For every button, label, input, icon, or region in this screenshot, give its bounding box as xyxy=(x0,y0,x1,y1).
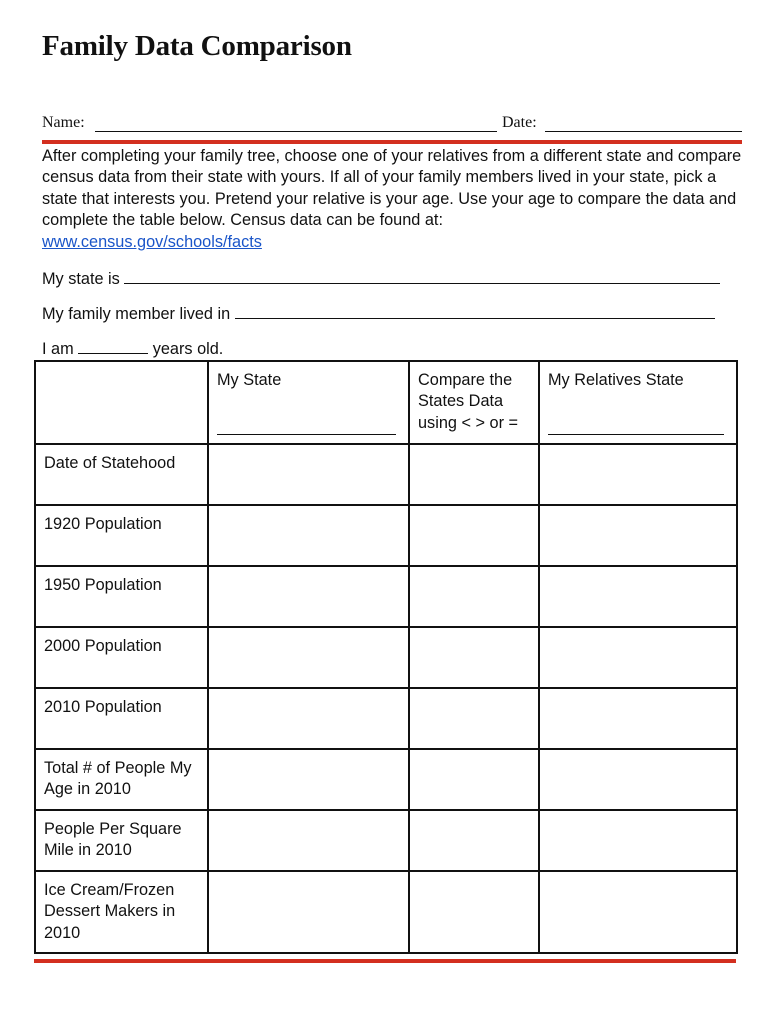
my-state-name-field[interactable] xyxy=(217,420,396,435)
compare-cell[interactable] xyxy=(409,688,539,749)
compare-cell[interactable] xyxy=(409,505,539,566)
row-label: Ice Cream/Frozen Dessert Makers in 2010 xyxy=(35,871,208,953)
instructions-text: After completing your family tree, choose one of your relatives from a different state and compare census data from their state with yours. If all of your family members lived in your state, pick a state that interests you. Pretend your relative is your age. Use your age to compare the data and complete the table below. Census data can be found at: xyxy=(42,147,742,230)
row-label: Total # of People My Age in 2010 xyxy=(35,749,208,810)
relatives-state-cell[interactable] xyxy=(539,566,737,627)
name-label: Name: xyxy=(42,114,85,131)
header-relatives-state xyxy=(539,361,737,444)
age-prefix: I am xyxy=(42,340,74,358)
name-date-row xyxy=(42,114,742,136)
my-state-label: My state is xyxy=(42,270,120,288)
table-row xyxy=(35,871,737,953)
table-row xyxy=(35,566,737,627)
relatives-state-cell[interactable] xyxy=(539,444,737,505)
name-field[interactable] xyxy=(95,131,497,132)
compare-cell[interactable] xyxy=(409,444,539,505)
page-title: Family Data Comparison xyxy=(42,30,352,62)
my-state-cell[interactable] xyxy=(208,810,409,871)
compare-cell[interactable] xyxy=(409,810,539,871)
compare-cell[interactable] xyxy=(409,749,539,810)
relatives-state-cell[interactable] xyxy=(539,688,737,749)
header-compare: Compare the States Data using < > or = xyxy=(409,361,539,444)
header-corner-cell xyxy=(35,361,208,444)
table-row xyxy=(35,688,737,749)
top-red-rule xyxy=(42,140,742,144)
relatives-state-cell[interactable] xyxy=(539,749,737,810)
compare-cell[interactable] xyxy=(409,627,539,688)
table-row xyxy=(35,810,737,871)
my-state-cell[interactable] xyxy=(208,505,409,566)
table-row xyxy=(35,749,737,810)
row-label: 1950 Population xyxy=(35,566,208,627)
my-state-cell[interactable] xyxy=(208,871,409,953)
comparison-table xyxy=(34,360,738,954)
my-state-field[interactable] xyxy=(124,267,720,284)
compare-cell[interactable] xyxy=(409,871,539,953)
date-field[interactable] xyxy=(545,131,742,132)
table-row xyxy=(35,627,737,688)
age-field[interactable] xyxy=(78,337,148,354)
relatives-state-cell[interactable] xyxy=(539,810,737,871)
age-suffix: years old. xyxy=(152,340,224,358)
table-row xyxy=(35,444,737,505)
header-my-state xyxy=(208,361,409,444)
relatives-state-cell[interactable] xyxy=(539,627,737,688)
header-my-state-label: My State xyxy=(217,371,282,389)
census-link[interactable]: www.census.gov/schools/facts xyxy=(42,232,262,251)
row-label: 2010 Population xyxy=(35,688,208,749)
family-member-prompt xyxy=(42,302,715,324)
row-label: 1920 Population xyxy=(35,505,208,566)
compare-cell[interactable] xyxy=(409,566,539,627)
row-label: Date of Statehood xyxy=(35,444,208,505)
my-state-prompt xyxy=(42,267,720,289)
my-state-cell[interactable] xyxy=(208,627,409,688)
my-state-cell[interactable] xyxy=(208,566,409,627)
relatives-state-cell[interactable] xyxy=(539,871,737,953)
family-member-field[interactable] xyxy=(235,302,715,319)
my-state-cell[interactable] xyxy=(208,749,409,810)
table-row xyxy=(35,505,737,566)
relatives-state-cell[interactable] xyxy=(539,505,737,566)
instructions-paragraph xyxy=(42,146,747,253)
my-state-cell[interactable] xyxy=(208,688,409,749)
header-relatives-state-label: My Relatives State xyxy=(548,371,684,389)
date-label: Date: xyxy=(502,114,537,131)
row-label: 2000 Population xyxy=(35,627,208,688)
relatives-state-name-field[interactable] xyxy=(548,420,724,435)
family-member-label: My family member lived in xyxy=(42,305,231,323)
row-label: People Per Square Mile in 2010 xyxy=(35,810,208,871)
bottom-red-rule xyxy=(34,959,736,963)
my-state-cell[interactable] xyxy=(208,444,409,505)
age-prompt xyxy=(42,337,223,359)
header-row xyxy=(35,361,737,444)
